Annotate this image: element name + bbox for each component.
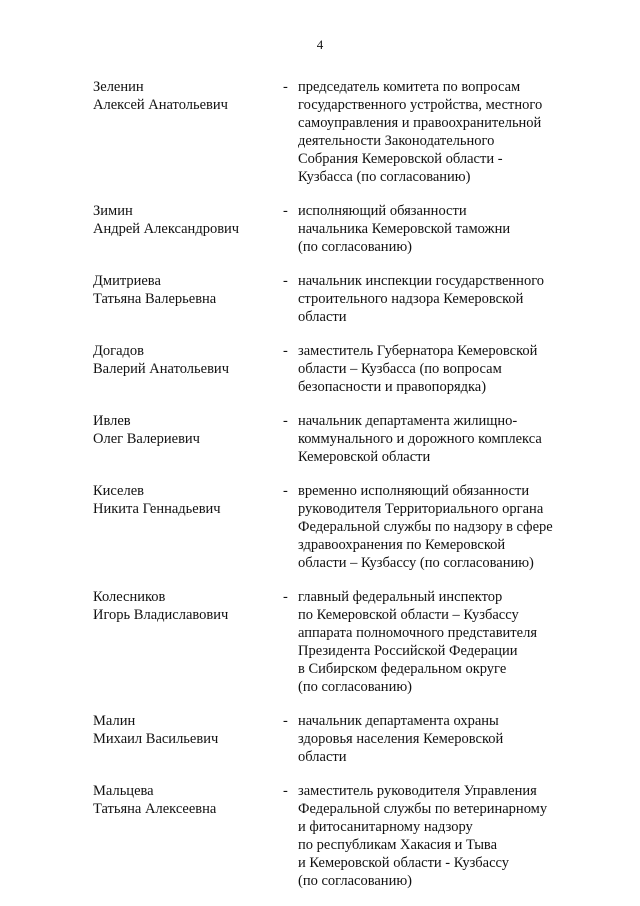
position-line: государственного устройства, местного bbox=[298, 97, 543, 113]
position-line: и фитосанитарному надзору bbox=[298, 819, 473, 835]
member-surname: Ивлев bbox=[93, 413, 131, 429]
member-position bbox=[298, 588, 573, 696]
member-position bbox=[298, 272, 573, 326]
page-number: 4 bbox=[316, 37, 324, 52]
position-line: безопасности и правопорядка) bbox=[298, 379, 487, 395]
member-given-names: Игорь Владиславович bbox=[93, 607, 229, 623]
position-line: Кузбасса (по согласованию) bbox=[298, 169, 471, 185]
position-line: руководителя Территориального органа bbox=[298, 501, 544, 517]
member-name bbox=[93, 588, 283, 624]
member-name bbox=[93, 712, 283, 748]
member-given-names: Михаил Васильевич bbox=[93, 731, 219, 747]
position-line: заместитель руководителя Управления bbox=[298, 783, 537, 799]
position-line: строительного надзора Кемеровской bbox=[298, 291, 524, 307]
member-surname: Дмитриева bbox=[93, 273, 161, 289]
position-line: аппарата полномочного представителя bbox=[298, 625, 537, 641]
member-name bbox=[93, 482, 283, 518]
member-given-names: Алексей Анатольевич bbox=[93, 97, 228, 113]
member-entry bbox=[93, 482, 573, 572]
member-position bbox=[298, 712, 573, 766]
member-position bbox=[298, 202, 573, 256]
member-entry bbox=[93, 712, 573, 766]
member-entry bbox=[93, 412, 573, 466]
member-surname: Малин bbox=[93, 713, 136, 729]
position-line: по Кемеровской области – Кузбассу bbox=[298, 607, 519, 623]
member-surname: Колесников bbox=[93, 589, 166, 605]
position-line: (по согласованию) bbox=[298, 679, 412, 695]
position-line: начальник инспекции государственного bbox=[298, 273, 545, 289]
position-line: исполняющий обязанности bbox=[298, 203, 467, 219]
member-surname: Мальцева bbox=[93, 783, 154, 799]
member-entry bbox=[93, 588, 573, 696]
member-given-names: Татьяна Валерьевна bbox=[93, 291, 217, 307]
member-given-names: Валерий Анатольевич bbox=[93, 361, 229, 377]
member-given-names: Андрей Александрович bbox=[93, 221, 240, 237]
member-entry bbox=[93, 342, 573, 396]
member-position bbox=[298, 782, 573, 890]
position-line: Кемеровской области bbox=[298, 449, 431, 465]
member-name bbox=[93, 782, 283, 818]
member-name bbox=[93, 412, 283, 448]
member-given-names: Олег Валериевич bbox=[93, 431, 200, 447]
member-given-names: Никита Геннадьевич bbox=[93, 501, 221, 517]
separator-dash: - bbox=[283, 783, 288, 799]
separator-dash: - bbox=[283, 273, 288, 289]
separator-dash: - bbox=[283, 413, 288, 429]
member-position bbox=[298, 482, 573, 572]
position-line: заместитель Губернатора Кемеровской bbox=[298, 343, 538, 359]
position-line: по республикам Хакасия и Тыва bbox=[298, 837, 498, 853]
position-line: Собрания Кемеровской области - bbox=[298, 151, 503, 167]
member-entry bbox=[93, 782, 573, 890]
position-line: Федеральной службы по ветеринарному bbox=[298, 801, 548, 817]
position-line: начальник департамента жилищно- bbox=[298, 413, 518, 429]
position-line: и Кемеровской области - Кузбассу bbox=[298, 855, 510, 871]
position-line: в Сибирском федеральном округе bbox=[298, 661, 507, 677]
member-surname: Зеленин bbox=[93, 79, 144, 95]
position-line: области bbox=[298, 749, 347, 765]
separator-dash: - bbox=[283, 203, 288, 219]
separator-dash: - bbox=[283, 79, 288, 95]
member-given-names: Татьяна Алексеевна bbox=[93, 801, 217, 817]
position-line: главный федеральный инспектор bbox=[298, 589, 503, 605]
separator-dash: - bbox=[283, 713, 288, 729]
position-line: здравоохранения по Кемеровской bbox=[298, 537, 506, 553]
member-position bbox=[298, 342, 573, 396]
member-name bbox=[93, 342, 283, 378]
separator-dash: - bbox=[283, 589, 288, 605]
member-position bbox=[298, 412, 573, 466]
member-surname: Киселев bbox=[93, 483, 144, 499]
position-line: временно исполняющий обязанности bbox=[298, 483, 530, 499]
member-entry bbox=[93, 78, 573, 186]
member-name bbox=[93, 202, 283, 238]
position-line: председатель комитета по вопросам bbox=[298, 79, 521, 95]
position-line: самоуправления и правоохранительной bbox=[298, 115, 542, 131]
position-line: (по согласованию) bbox=[298, 239, 412, 255]
position-line: Федеральной службы по надзору в сфере bbox=[298, 519, 553, 535]
position-line: (по согласованию) bbox=[298, 873, 412, 889]
member-list bbox=[93, 78, 573, 906]
member-name bbox=[93, 272, 283, 308]
position-line: области – Кузбассу (по согласованию) bbox=[298, 555, 534, 571]
separator-dash: - bbox=[283, 483, 288, 499]
separator-dash: - bbox=[283, 343, 288, 359]
position-line: начальника Кемеровской таможни bbox=[298, 221, 511, 237]
member-surname: Догадов bbox=[93, 343, 144, 359]
position-line: области – Кузбасса (по вопросам bbox=[298, 361, 502, 377]
member-name bbox=[93, 78, 283, 114]
member-entry bbox=[93, 272, 573, 326]
member-position bbox=[298, 78, 573, 186]
position-line: области bbox=[298, 309, 347, 325]
member-entry bbox=[93, 202, 573, 256]
position-line: Президента Российской Федерации bbox=[298, 643, 518, 659]
member-surname: Зимин bbox=[93, 203, 133, 219]
position-line: здоровья населения Кемеровской bbox=[298, 731, 504, 747]
position-line: деятельности Законодательного bbox=[298, 133, 495, 149]
position-line: начальник департамента охраны bbox=[298, 713, 499, 729]
position-line: коммунального и дорожного комплекса bbox=[298, 431, 542, 447]
